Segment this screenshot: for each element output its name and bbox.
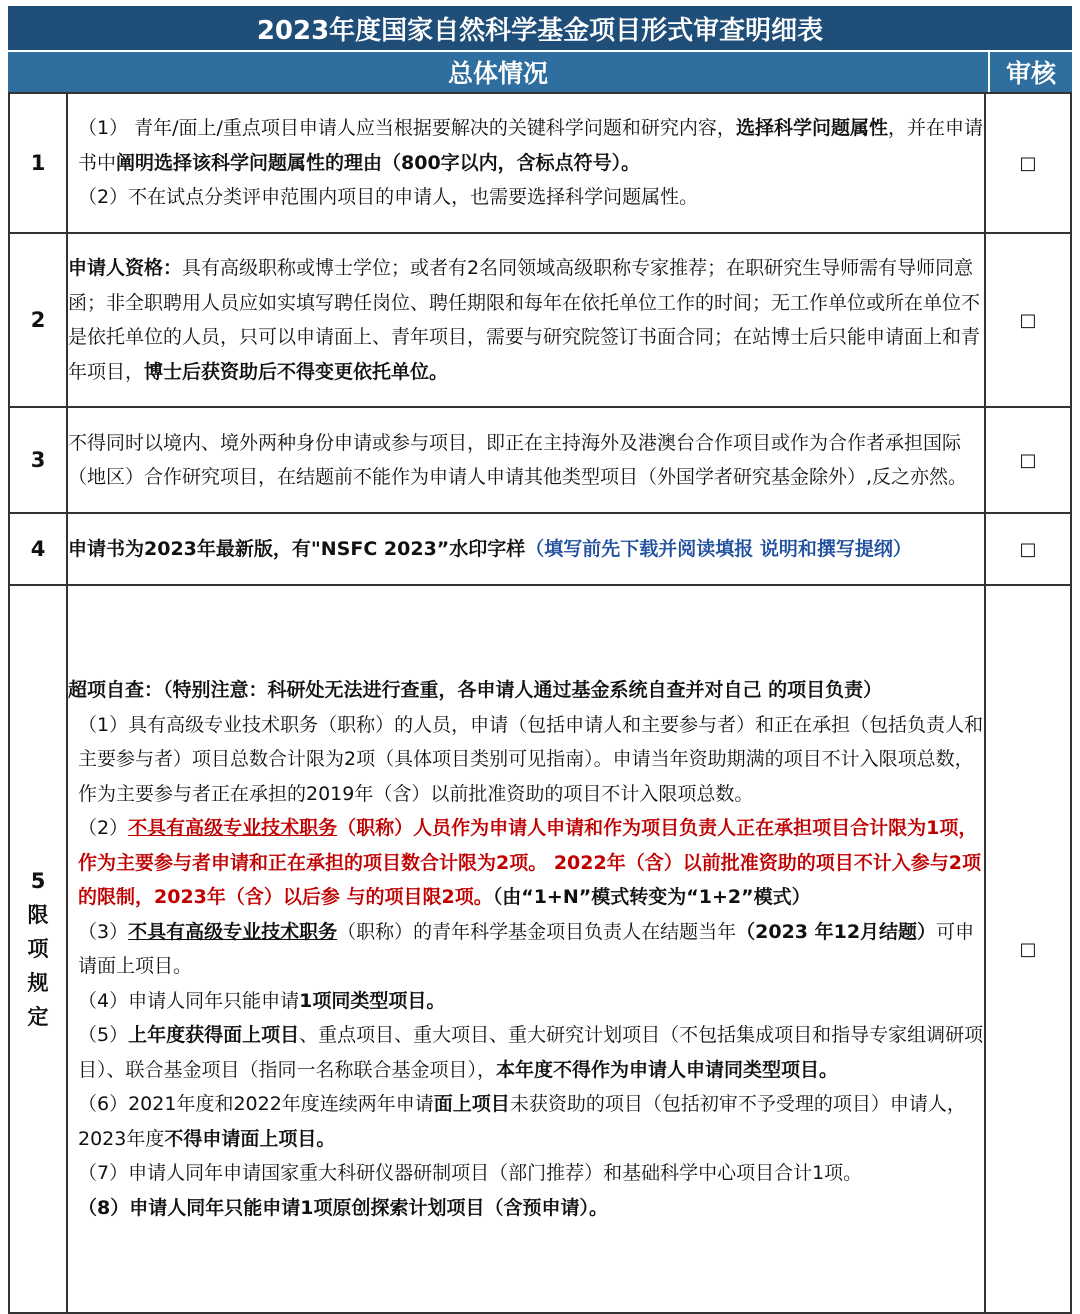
audit-header: 审核 (990, 52, 1072, 92)
table-row (9, 93, 1071, 233)
audit-checkbox[interactable]: □ (985, 407, 1071, 513)
audit-checkbox[interactable]: □ (985, 93, 1071, 233)
row5-number: 5 (30, 869, 46, 893)
row1-text-a: （1） 青年/面上/重点项目申请人应当根据要解决的关键科学问题和研究内容， (78, 117, 736, 140)
sheet-title: 2023年度国家自然科学基金项目形式审查明细表 (8, 6, 1072, 50)
row-number (9, 585, 67, 1313)
row-content (67, 233, 985, 407)
row5-item-3: （3）不具有高级专业技术职务（职称）的青年科学基金项目负责人在结题当年（2023 年12月结题）可申请面上项目。 (78, 920, 975, 977)
audit-checkbox[interactable]: □ (985, 585, 1071, 1313)
row-number: 3 (9, 407, 67, 513)
overview-header: 总体情况 (8, 52, 990, 92)
row3-text: 不得同时以境内、境外两种身份申请或参与项目，即正在主持海外及港澳台合作项目或作为合作者承担国际（地区）合作研究项目，在结题前不能作为申请人申请其他类型项目（外国学者研究基金除外）,反之亦然。 (68, 431, 968, 488)
row-number: 2 (9, 233, 67, 407)
row5-item-5: （5）上年度获得面上项目、重点项目、重大项目、重大研究计划项目（不包括集成项目和指导专家组调研项目）、联合基金项目（指同一名称联合基金项目），本年度不得作为申请人申请同类型项目。 (78, 1024, 984, 1081)
row4-link-text: （填写前先下载并阅读填报 说明和撰写提纲） (525, 537, 912, 560)
table-row (9, 513, 1071, 585)
row5-item-7: （7）申请人同年申请国家重大科研仪器研制项目（部门推荐）和基础科学中心项目合计1项。 (78, 1162, 863, 1184)
row1-text-d: 阐明选择该科学问题属性的理由（800字以内，含标点符号）。 (116, 151, 641, 174)
row-content (67, 93, 985, 233)
audit-checkbox[interactable]: □ (985, 513, 1071, 585)
row2-label: 申请人资格： (68, 257, 183, 279)
row5-intro: 超项自查：（特别注意：科研处无法进行查重，各申请人通过基金系统自查并对自己 的项目负责） (68, 679, 883, 701)
table-row (9, 233, 1071, 407)
row5-item-2: （2）不具有高级专业技术职务（职称）人员作为申请人申请和作为项目负责人正在承担项目合计限为1项，作为主要参与者申请和正在承担的项目数合计限为2项。 2022年（含）以前批准资助的项目不计入参与2项的限制，2023年（含）以后参 与的项目限2项。（由“1+N”模式转变为“1+2”模式） (78, 817, 981, 908)
table-row (9, 585, 1071, 1313)
row1-text-2: （2）不在试点分类评申范围内项目的申请人，也需要选择科学问题属性。 (78, 186, 699, 209)
row-number: 1 (9, 93, 67, 233)
row5-item-1: （1）具有高级专业技术职务（职称）的人员，申请（包括申请人和主要参与者）和正在承担（包括负责人和主要参与者）项目总数合计限为2项（具体项目类别可见指南）。申请当年资助期满的项目不计入限项总数，作为主要参与者正在承担的2019年（含）以前批准资助的项目不计入限项总数。 (78, 713, 984, 805)
table-row (9, 407, 1071, 513)
row5-item-4: （4）申请人同年只能申请1项同类型项目。 (78, 989, 446, 1012)
row2-text-bold: 博士后获资助后不得变更依托单位。 (144, 360, 449, 383)
row5-label-char: 定 (27, 1005, 49, 1029)
row5-label-char: 限 (27, 903, 49, 927)
row5-item-6: （6）2021年度和2022年度连续两年申请面上项目未获资助的项目（包括初审不予受理的项目）申请人，2023年度不得申请面上项目。 (78, 1093, 966, 1150)
audit-checkbox[interactable]: □ (985, 233, 1071, 407)
header-row (8, 52, 1072, 92)
row-content (67, 407, 985, 513)
row1-text-c: ，并在申请书中 (78, 117, 983, 174)
row5-item-8: （8）申请人同年只能申请1项原创探索计划项目（含预申请）。 (78, 1196, 608, 1219)
row5-label-char: 规 (27, 971, 49, 995)
row4-text: 申请书为2023年最新版，有"NSFC 2023”水印字样 (68, 537, 526, 560)
review-table (8, 92, 1072, 1314)
row2-text: 具有高级职称或博士学位；或者有2名同领域高级职称专家推荐；在职研究生导师需有导师同意函；非全职聘用人员应如实填写聘任岗位、聘任期限和每年在依托单位工作的时间；无工作单位或所在单位不是依托单位的人员，只可以申请面上、青年项目，需要与研究院签订书面合同；在站博士后只能申请面上和青年项目， (68, 257, 981, 383)
row-content (67, 513, 985, 585)
row-number: 4 (9, 513, 67, 585)
row1-text-b: 选择科学问题属性 (735, 117, 888, 140)
row5-label-char: 项 (27, 937, 49, 961)
row-content (67, 585, 985, 1313)
